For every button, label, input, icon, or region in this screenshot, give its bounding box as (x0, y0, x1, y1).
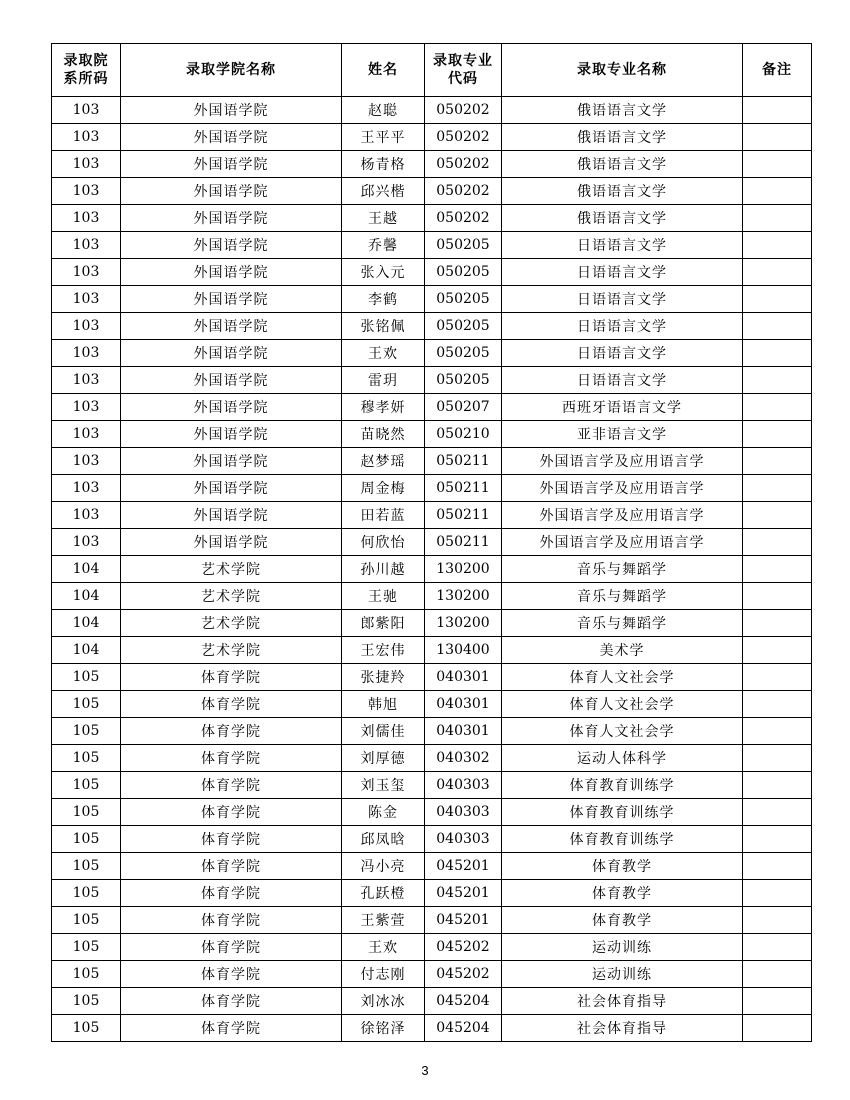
table-row (52, 394, 812, 421)
header-college: 录取学院名称 (121, 44, 342, 97)
cell-dept-code: 103 (52, 502, 121, 529)
cell-major-code: 050211 (425, 502, 502, 529)
table-row (52, 178, 812, 205)
cell-dept-code: 105 (52, 691, 121, 718)
cell-remark (743, 340, 812, 367)
cell-college: 体育学院 (121, 880, 342, 907)
cell-remark (743, 394, 812, 421)
table-row (52, 826, 812, 853)
table-row (52, 313, 812, 340)
cell-major-name: 亚非语言文学 (502, 421, 743, 448)
table-row (52, 232, 812, 259)
table-row (52, 718, 812, 745)
cell-name: 赵梦瑶 (342, 448, 425, 475)
cell-major-name: 体育教学 (502, 880, 743, 907)
cell-major-name: 外国语言学及应用语言学 (502, 502, 743, 529)
cell-remark (743, 907, 812, 934)
table-row (52, 448, 812, 475)
cell-remark (743, 664, 812, 691)
table-row (52, 367, 812, 394)
cell-dept-code: 105 (52, 826, 121, 853)
cell-name: 张铭佩 (342, 313, 425, 340)
cell-remark (743, 610, 812, 637)
cell-dept-code: 104 (52, 637, 121, 664)
cell-college: 体育学院 (121, 691, 342, 718)
cell-major-name: 体育教育训练学 (502, 799, 743, 826)
cell-remark (743, 529, 812, 556)
cell-remark (743, 799, 812, 826)
cell-college: 外国语学院 (121, 367, 342, 394)
cell-major-name: 体育人文社会学 (502, 664, 743, 691)
cell-major-code: 045201 (425, 907, 502, 934)
cell-dept-code: 105 (52, 664, 121, 691)
table-row (52, 340, 812, 367)
cell-college: 外国语学院 (121, 151, 342, 178)
cell-major-name: 音乐与舞蹈学 (502, 556, 743, 583)
cell-college: 外国语学院 (121, 97, 342, 124)
header-dept-code-text: 录取院系所码 (63, 53, 109, 87)
cell-remark (743, 421, 812, 448)
cell-dept-code: 104 (52, 556, 121, 583)
cell-major-name: 体育人文社会学 (502, 691, 743, 718)
table-row (52, 556, 812, 583)
cell-name: 赵聪 (342, 97, 425, 124)
cell-major-name: 俄语语言文学 (502, 97, 743, 124)
cell-name: 何欣怡 (342, 529, 425, 556)
table-row (52, 124, 812, 151)
cell-remark (743, 502, 812, 529)
cell-remark (743, 205, 812, 232)
cell-college: 体育学院 (121, 826, 342, 853)
table-row (52, 853, 812, 880)
table-row (52, 880, 812, 907)
cell-major-name: 日语语言文学 (502, 340, 743, 367)
cell-name: 王越 (342, 205, 425, 232)
cell-remark (743, 556, 812, 583)
cell-major-name: 西班牙语语言文学 (502, 394, 743, 421)
cell-name: 邱兴楷 (342, 178, 425, 205)
cell-major-name: 运动训练 (502, 934, 743, 961)
cell-major-code: 045202 (425, 934, 502, 961)
cell-college: 艺术学院 (121, 637, 342, 664)
cell-dept-code: 103 (52, 124, 121, 151)
cell-name: 杨青格 (342, 151, 425, 178)
table-row (52, 97, 812, 124)
cell-name: 田若蓝 (342, 502, 425, 529)
cell-name: 王欢 (342, 934, 425, 961)
cell-major-code: 050202 (425, 124, 502, 151)
cell-dept-code: 104 (52, 583, 121, 610)
cell-major-code: 045204 (425, 1015, 502, 1042)
cell-remark (743, 259, 812, 286)
cell-major-code: 045204 (425, 988, 502, 1015)
table-row (52, 772, 812, 799)
cell-major-name: 外国语言学及应用语言学 (502, 475, 743, 502)
page-number: 3 (421, 1063, 429, 1078)
header-major-name: 录取专业名称 (502, 44, 743, 97)
cell-college: 外国语学院 (121, 205, 342, 232)
table-row (52, 637, 812, 664)
table-row (52, 475, 812, 502)
table-row (52, 907, 812, 934)
cell-college: 体育学院 (121, 664, 342, 691)
cell-major-name: 运动人体科学 (502, 745, 743, 772)
header-remark: 备注 (743, 44, 812, 97)
cell-major-code: 050202 (425, 205, 502, 232)
table-row (52, 1015, 812, 1042)
cell-name: 雷玥 (342, 367, 425, 394)
cell-name: 冯小亮 (342, 853, 425, 880)
cell-dept-code: 105 (52, 853, 121, 880)
cell-major-code: 130200 (425, 583, 502, 610)
cell-major-name: 日语语言文学 (502, 259, 743, 286)
cell-name: 刘厚德 (342, 745, 425, 772)
cell-dept-code: 103 (52, 151, 121, 178)
cell-major-name: 外国语言学及应用语言学 (502, 529, 743, 556)
table-row (52, 583, 812, 610)
cell-college: 外国语学院 (121, 124, 342, 151)
cell-name: 周金梅 (342, 475, 425, 502)
cell-major-name: 俄语语言文学 (502, 205, 743, 232)
cell-dept-code: 103 (52, 205, 121, 232)
cell-major-code: 045202 (425, 961, 502, 988)
header-major-code (425, 44, 502, 97)
cell-remark (743, 691, 812, 718)
cell-remark (743, 718, 812, 745)
cell-college: 外国语学院 (121, 502, 342, 529)
cell-dept-code: 105 (52, 988, 121, 1015)
table-row (52, 259, 812, 286)
cell-name: 刘冰冰 (342, 988, 425, 1015)
cell-major-code: 050210 (425, 421, 502, 448)
header-major-code-text: 录取专业代码 (433, 53, 493, 87)
cell-name: 刘玉玺 (342, 772, 425, 799)
cell-major-code: 040301 (425, 718, 502, 745)
cell-dept-code: 103 (52, 421, 121, 448)
cell-college: 体育学院 (121, 1015, 342, 1042)
cell-dept-code: 105 (52, 934, 121, 961)
admission-table (51, 43, 812, 1042)
cell-college: 体育学院 (121, 718, 342, 745)
cell-dept-code: 105 (52, 718, 121, 745)
cell-major-code: 050205 (425, 340, 502, 367)
cell-remark (743, 853, 812, 880)
cell-remark (743, 286, 812, 313)
cell-remark (743, 151, 812, 178)
table-body (52, 97, 812, 1042)
table-row (52, 151, 812, 178)
table-row (52, 529, 812, 556)
table-row (52, 286, 812, 313)
table-header (52, 44, 812, 97)
cell-major-code: 130200 (425, 610, 502, 637)
cell-major-code: 045201 (425, 853, 502, 880)
cell-major-name: 体育教学 (502, 853, 743, 880)
table-row (52, 934, 812, 961)
cell-name: 徐铭泽 (342, 1015, 425, 1042)
cell-name: 郎紫阳 (342, 610, 425, 637)
cell-name: 韩旭 (342, 691, 425, 718)
cell-dept-code: 103 (52, 313, 121, 340)
cell-college: 艺术学院 (121, 583, 342, 610)
cell-major-name: 俄语语言文学 (502, 151, 743, 178)
table-row (52, 691, 812, 718)
cell-name: 张捷羚 (342, 664, 425, 691)
cell-major-name: 美术学 (502, 637, 743, 664)
cell-name: 邱凤晗 (342, 826, 425, 853)
cell-remark (743, 772, 812, 799)
cell-remark (743, 448, 812, 475)
cell-major-code: 050211 (425, 448, 502, 475)
cell-college: 外国语学院 (121, 421, 342, 448)
cell-name: 孔跃橙 (342, 880, 425, 907)
table-row (52, 988, 812, 1015)
cell-major-name: 体育教学 (502, 907, 743, 934)
cell-major-code: 040302 (425, 745, 502, 772)
cell-dept-code: 103 (52, 286, 121, 313)
table-row (52, 745, 812, 772)
cell-college: 外国语学院 (121, 448, 342, 475)
cell-major-name: 体育人文社会学 (502, 718, 743, 745)
cell-major-code: 040301 (425, 664, 502, 691)
cell-college: 外国语学院 (121, 178, 342, 205)
cell-remark (743, 880, 812, 907)
cell-name: 穆孝妍 (342, 394, 425, 421)
cell-dept-code: 103 (52, 340, 121, 367)
cell-remark (743, 583, 812, 610)
cell-major-name: 日语语言文学 (502, 313, 743, 340)
cell-name: 苗晓然 (342, 421, 425, 448)
table-row (52, 664, 812, 691)
cell-major-code: 040303 (425, 799, 502, 826)
cell-college: 外国语学院 (121, 232, 342, 259)
cell-remark (743, 313, 812, 340)
cell-major-code: 050205 (425, 259, 502, 286)
table-row (52, 421, 812, 448)
cell-remark (743, 934, 812, 961)
cell-name: 王平平 (342, 124, 425, 151)
cell-dept-code: 105 (52, 772, 121, 799)
table-row (52, 205, 812, 232)
cell-major-code: 050205 (425, 367, 502, 394)
cell-name: 李鹤 (342, 286, 425, 313)
cell-major-name: 音乐与舞蹈学 (502, 583, 743, 610)
cell-remark (743, 97, 812, 124)
cell-dept-code: 105 (52, 1015, 121, 1042)
cell-college: 外国语学院 (121, 259, 342, 286)
cell-college: 体育学院 (121, 934, 342, 961)
cell-dept-code: 103 (52, 529, 121, 556)
cell-name: 刘儒佳 (342, 718, 425, 745)
cell-major-code: 050211 (425, 529, 502, 556)
cell-college: 体育学院 (121, 961, 342, 988)
cell-major-name: 运动训练 (502, 961, 743, 988)
cell-dept-code: 103 (52, 259, 121, 286)
cell-remark (743, 232, 812, 259)
cell-college: 外国语学院 (121, 394, 342, 421)
cell-name: 王宏伟 (342, 637, 425, 664)
cell-college: 外国语学院 (121, 340, 342, 367)
cell-major-code: 045201 (425, 880, 502, 907)
cell-name: 付志刚 (342, 961, 425, 988)
cell-college: 体育学院 (121, 799, 342, 826)
cell-college: 外国语学院 (121, 286, 342, 313)
cell-name: 王驰 (342, 583, 425, 610)
cell-dept-code: 105 (52, 799, 121, 826)
cell-name: 孙川越 (342, 556, 425, 583)
cell-remark (743, 124, 812, 151)
cell-remark (743, 1015, 812, 1042)
cell-major-name: 外国语言学及应用语言学 (502, 448, 743, 475)
cell-dept-code: 105 (52, 961, 121, 988)
cell-remark (743, 178, 812, 205)
cell-college: 体育学院 (121, 772, 342, 799)
cell-dept-code: 105 (52, 907, 121, 934)
header-dept-code (52, 44, 121, 97)
cell-remark (743, 367, 812, 394)
table-row (52, 502, 812, 529)
cell-major-code: 050211 (425, 475, 502, 502)
cell-dept-code: 103 (52, 97, 121, 124)
cell-dept-code: 104 (52, 610, 121, 637)
cell-major-code: 050202 (425, 97, 502, 124)
cell-college: 艺术学院 (121, 556, 342, 583)
cell-name: 张入元 (342, 259, 425, 286)
cell-college: 外国语学院 (121, 529, 342, 556)
cell-remark (743, 988, 812, 1015)
cell-college: 体育学院 (121, 907, 342, 934)
cell-major-name: 日语语言文学 (502, 232, 743, 259)
cell-major-name: 体育教育训练学 (502, 772, 743, 799)
cell-major-code: 040303 (425, 826, 502, 853)
cell-remark (743, 826, 812, 853)
cell-name: 王欢 (342, 340, 425, 367)
cell-college: 体育学院 (121, 853, 342, 880)
cell-dept-code: 103 (52, 178, 121, 205)
cell-remark (743, 961, 812, 988)
cell-major-code: 050205 (425, 286, 502, 313)
table-row (52, 961, 812, 988)
cell-dept-code: 103 (52, 232, 121, 259)
cell-major-name: 音乐与舞蹈学 (502, 610, 743, 637)
cell-major-name: 俄语语言文学 (502, 124, 743, 151)
table-row (52, 610, 812, 637)
cell-major-name: 体育教育训练学 (502, 826, 743, 853)
cell-major-code: 040301 (425, 691, 502, 718)
cell-major-name: 社会体育指导 (502, 1015, 743, 1042)
cell-major-code: 050202 (425, 151, 502, 178)
cell-dept-code: 103 (52, 475, 121, 502)
cell-major-code: 130400 (425, 637, 502, 664)
cell-major-code: 050205 (425, 313, 502, 340)
cell-name: 王紫萱 (342, 907, 425, 934)
cell-college: 外国语学院 (121, 313, 342, 340)
cell-major-name: 社会体育指导 (502, 988, 743, 1015)
table-row (52, 799, 812, 826)
header-name: 姓名 (342, 44, 425, 97)
cell-major-code: 050202 (425, 178, 502, 205)
cell-major-name: 日语语言文学 (502, 286, 743, 313)
cell-dept-code: 105 (52, 745, 121, 772)
header-row (52, 44, 812, 97)
cell-major-code: 040303 (425, 772, 502, 799)
cell-major-code: 050205 (425, 232, 502, 259)
cell-dept-code: 103 (52, 367, 121, 394)
cell-remark (743, 637, 812, 664)
cell-college: 体育学院 (121, 988, 342, 1015)
cell-dept-code: 103 (52, 448, 121, 475)
cell-remark (743, 475, 812, 502)
cell-major-name: 日语语言文学 (502, 367, 743, 394)
cell-dept-code: 105 (52, 880, 121, 907)
cell-name: 陈金 (342, 799, 425, 826)
cell-name: 乔馨 (342, 232, 425, 259)
cell-college: 艺术学院 (121, 610, 342, 637)
cell-major-name: 俄语语言文学 (502, 178, 743, 205)
cell-remark (743, 745, 812, 772)
cell-major-code: 130200 (425, 556, 502, 583)
cell-dept-code: 103 (52, 394, 121, 421)
cell-college: 体育学院 (121, 745, 342, 772)
cell-college: 外国语学院 (121, 475, 342, 502)
cell-major-code: 050207 (425, 394, 502, 421)
